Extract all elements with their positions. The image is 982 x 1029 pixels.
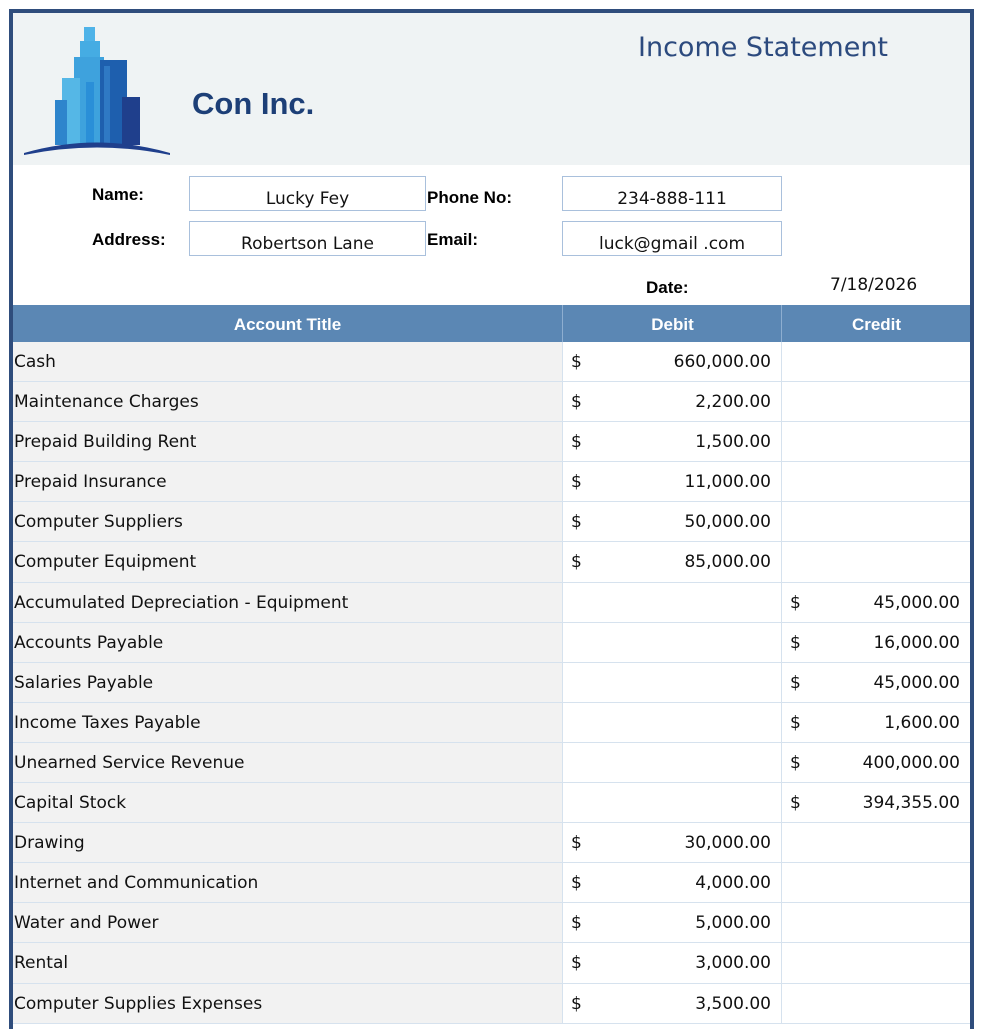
credit-cell[interactable] — [781, 462, 970, 501]
debit-currency: $ — [571, 873, 582, 894]
phone-label: Phone No: — [427, 188, 512, 207]
credit-amount: 45,000.00 — [873, 672, 960, 693]
debit-cell[interactable] — [562, 462, 781, 501]
table-row — [13, 943, 970, 983]
debit-cell[interactable] — [562, 863, 781, 902]
account-cell[interactable]: Cash — [13, 342, 562, 381]
table-row — [13, 502, 970, 542]
building-logo-icon — [22, 22, 172, 157]
table-row — [13, 743, 970, 783]
debit-cell[interactable] — [562, 943, 781, 982]
name-field[interactable]: Lucky Fey — [189, 176, 426, 211]
credit-amount: 45,000.00 — [873, 592, 960, 613]
debit-amount: 3,500.00 — [695, 993, 771, 1014]
credit-currency: $ — [790, 632, 801, 653]
table-row — [13, 783, 970, 823]
debit-cell[interactable] — [562, 422, 781, 461]
account-cell[interactable]: Accounts Payable — [13, 623, 562, 662]
debit-cell[interactable] — [562, 984, 781, 1023]
header-credit: Credit — [781, 305, 971, 342]
credit-amount: 400,000.00 — [862, 752, 960, 773]
debit-cell[interactable] — [562, 542, 781, 581]
table-row — [13, 823, 970, 863]
credit-amount: 16,000.00 — [873, 632, 960, 653]
credit-currency: $ — [790, 592, 801, 613]
account-cell[interactable]: Internet and Communication — [13, 863, 562, 902]
account-cell[interactable]: Maintenance Charges — [13, 382, 562, 421]
credit-cell[interactable] — [781, 903, 970, 942]
debit-currency: $ — [571, 953, 582, 974]
debit-cell[interactable] — [562, 382, 781, 421]
credit-currency: $ — [790, 712, 801, 733]
date-label: Date: — [646, 278, 689, 297]
debit-amount: 1,500.00 — [695, 432, 771, 453]
account-cell[interactable]: Prepaid Insurance — [13, 462, 562, 501]
debit-cell[interactable] — [562, 743, 781, 782]
date-value[interactable]: 7/18/2026 — [830, 275, 918, 295]
credit-currency: $ — [790, 752, 801, 773]
debit-amount: 30,000.00 — [684, 833, 771, 854]
account-cell[interactable]: Rental — [13, 943, 562, 982]
phone-field[interactable]: 234-888-111 — [562, 176, 782, 211]
debit-cell[interactable] — [562, 903, 781, 942]
debit-currency: $ — [571, 512, 582, 533]
address-label: Address: — [92, 230, 166, 249]
credit-cell[interactable] — [781, 623, 970, 662]
credit-cell[interactable] — [781, 823, 970, 862]
ledger-table — [13, 342, 970, 1024]
debit-cell[interactable] — [562, 342, 781, 381]
credit-cell[interactable] — [781, 502, 970, 541]
account-cell[interactable]: Unearned Service Revenue — [13, 743, 562, 782]
debit-amount: 2,200.00 — [695, 392, 771, 413]
debit-currency: $ — [571, 993, 582, 1014]
debit-currency: $ — [571, 392, 582, 413]
name-label: Name: — [92, 185, 144, 204]
debit-cell[interactable] — [562, 502, 781, 541]
debit-currency: $ — [571, 432, 582, 453]
debit-amount: 660,000.00 — [673, 352, 771, 372]
credit-cell[interactable] — [781, 542, 970, 581]
table-row — [13, 382, 970, 422]
debit-currency: $ — [571, 472, 582, 493]
account-cell[interactable]: Income Taxes Payable — [13, 703, 562, 742]
account-cell[interactable]: Water and Power — [13, 903, 562, 942]
debit-currency: $ — [571, 833, 582, 854]
page-title: Income Statement — [638, 32, 889, 63]
account-cell[interactable]: Capital Stock — [13, 783, 562, 822]
debit-cell[interactable] — [562, 783, 781, 822]
table-row — [13, 583, 970, 623]
debit-amount: 11,000.00 — [684, 472, 771, 493]
debit-amount: 3,000.00 — [695, 953, 771, 974]
table-row — [13, 462, 970, 502]
credit-cell[interactable] — [781, 663, 970, 702]
account-cell[interactable]: Computer Equipment — [13, 542, 562, 581]
table-row — [13, 984, 970, 1024]
credit-cell[interactable] — [781, 703, 970, 742]
account-cell[interactable]: Prepaid Building Rent — [13, 422, 562, 461]
credit-currency: $ — [790, 793, 801, 814]
debit-amount: 5,000.00 — [695, 913, 771, 934]
debit-cell[interactable] — [562, 703, 781, 742]
credit-cell[interactable] — [781, 863, 970, 902]
address-field[interactable]: Robertson Lane — [189, 221, 426, 256]
email-field[interactable]: luck@gmail .com — [562, 221, 782, 256]
email-label: Email: — [427, 230, 479, 249]
header-debit: Debit — [562, 305, 782, 342]
debit-amount: 50,000.00 — [684, 512, 771, 533]
credit-cell[interactable] — [781, 422, 970, 461]
credit-cell[interactable] — [781, 984, 970, 1023]
credit-amount: 1,600.00 — [884, 712, 960, 733]
table-row — [13, 623, 970, 663]
table-row — [13, 863, 970, 903]
credit-amount: 394,355.00 — [862, 793, 960, 814]
debit-cell[interactable] — [562, 823, 781, 862]
debit-currency: $ — [571, 913, 582, 934]
account-cell[interactable]: Computer Suppliers — [13, 502, 562, 541]
debit-currency: $ — [571, 552, 582, 573]
account-cell[interactable]: Computer Supplies Expenses — [13, 984, 562, 1023]
credit-cell[interactable] — [781, 743, 970, 782]
debit-cell[interactable] — [562, 623, 781, 662]
table-row — [13, 703, 970, 743]
account-cell[interactable]: Accumulated Depreciation - Equipment — [13, 583, 562, 622]
debit-amount: 4,000.00 — [695, 873, 771, 894]
account-cell[interactable]: Salaries Payable — [13, 663, 562, 702]
debit-amount: 85,000.00 — [684, 552, 771, 573]
header-account-title: Account Title — [233, 315, 342, 334]
table-row — [13, 663, 970, 703]
table-row — [13, 342, 970, 382]
company-name: Con Inc. — [192, 86, 315, 121]
debit-cell[interactable] — [562, 663, 781, 702]
credit-cell[interactable] — [781, 342, 970, 381]
table-row — [13, 903, 970, 943]
account-cell[interactable]: Drawing — [13, 823, 562, 862]
table-row — [13, 422, 970, 462]
table-header — [13, 305, 970, 342]
credit-cell[interactable] — [781, 943, 970, 982]
debit-cell[interactable] — [562, 583, 781, 622]
debit-currency: $ — [571, 352, 582, 372]
table-row — [13, 542, 970, 582]
credit-currency: $ — [790, 672, 801, 693]
credit-cell[interactable] — [781, 382, 970, 421]
credit-cell[interactable] — [781, 783, 970, 822]
credit-cell[interactable] — [781, 583, 970, 622]
